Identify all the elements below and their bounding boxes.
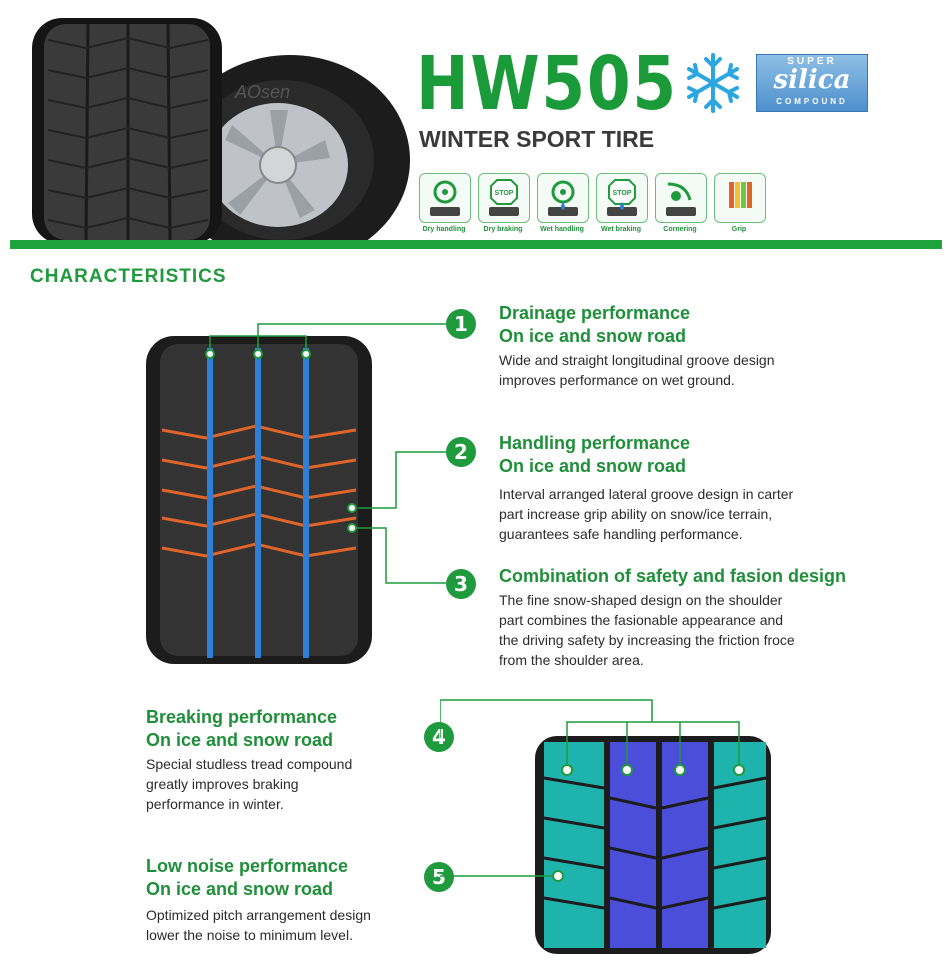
tire-product-image <box>20 10 410 242</box>
feature-3 <box>499 565 939 670</box>
feature-desc-line: Wide and straight longitudinal groove design <box>499 352 775 368</box>
feature-desc-line: Optimized pitch arrangement design <box>146 907 371 923</box>
feature-desc-line: greatly improves braking <box>146 776 299 792</box>
perf-label: Cornering <box>663 226 697 233</box>
perf-label: Dry braking <box>483 226 523 233</box>
super-silica-badge <box>756 54 868 112</box>
feature-number-2: 2 <box>446 437 476 467</box>
header-divider <box>10 240 942 249</box>
perf-icon-grip <box>714 173 769 233</box>
feature-desc-line: part increase grip ability on snow/ice terrain, <box>499 506 773 522</box>
snowflake-icon <box>682 52 744 114</box>
perf-icon-wet-braking <box>596 173 651 233</box>
feature-1 <box>499 302 939 390</box>
perf-label: Wet braking <box>601 226 641 233</box>
feature-desc-line: Interval arranged lateral groove design in carter <box>499 486 794 502</box>
feature-title: Breaking performance <box>146 707 338 727</box>
stop-sign-water-icon <box>597 174 647 222</box>
feature-number-4: 4 <box>424 722 454 752</box>
badge-line2: silica <box>773 65 851 95</box>
feature-number-5: 5 <box>424 862 454 892</box>
feature-2 <box>499 432 939 544</box>
feature-desc-line: performance in winter. <box>146 796 284 812</box>
steering-wheel-water-icon <box>538 174 588 222</box>
feature-subtitle: On ice and snow road <box>146 879 334 899</box>
feature-title: Handling performance <box>499 433 691 453</box>
svg-text:STOP: STOP <box>612 190 632 197</box>
steering-wheel-icon <box>420 174 470 222</box>
perf-icon-dry-handling <box>419 173 474 233</box>
feature-title: Combination of safety and fasion design <box>499 566 847 586</box>
feature-desc-line: the driving safety by increasing the friction froce <box>499 632 795 648</box>
badge-line3: COMPOUND <box>776 97 848 106</box>
feature-desc-line: part combines the fasionable appearance and <box>499 612 784 628</box>
perf-icon-wet-handling <box>537 173 592 233</box>
feature-desc-line: improves performance on wet ground. <box>499 372 735 388</box>
feature-subtitle: On ice and snow road <box>499 326 687 346</box>
feature-desc-line: The fine snow-shaped design on the shoulder <box>499 592 783 608</box>
perf-label: Wet handling <box>540 226 584 233</box>
feature-4 <box>146 706 426 814</box>
feature-desc-line: Special studless tread compound <box>146 756 353 772</box>
feature-5 <box>146 855 426 945</box>
section-title: CHARACTERISTICS <box>30 266 227 287</box>
svg-text:STOP: STOP <box>494 190 514 197</box>
feature-desc-line: guarantees safe handling performance. <box>499 526 743 542</box>
tire-brand-text: AOsen <box>235 82 291 102</box>
feature-number-3: 3 <box>446 569 476 599</box>
perf-icon-cornering <box>655 173 710 233</box>
feature-subtitle: On ice and snow road <box>146 730 334 750</box>
model-name: HW505 <box>416 41 678 127</box>
badge-line1: SUPER <box>787 56 837 67</box>
tread-diagram-upper <box>146 318 446 668</box>
feature-desc-line: from the shoulder area. <box>499 652 644 668</box>
grip-icon <box>715 174 765 222</box>
perf-icon-dry-braking <box>478 173 533 233</box>
tread-diagram-lower <box>440 698 775 958</box>
perf-label: Grip <box>731 226 747 233</box>
product-subtitle: WINTER SPORT TIRE <box>419 126 655 152</box>
feature-desc-line: lower the noise to minimum level. <box>146 927 353 943</box>
feature-number-1: 1 <box>446 309 476 339</box>
stop-sign-icon <box>479 174 529 222</box>
feature-title: Drainage performance <box>499 303 691 323</box>
perf-label: Dry handling <box>422 226 466 233</box>
feature-title: Low noise performance <box>146 856 349 876</box>
cornering-icon <box>656 174 706 222</box>
feature-subtitle: On ice and snow road <box>499 456 687 476</box>
